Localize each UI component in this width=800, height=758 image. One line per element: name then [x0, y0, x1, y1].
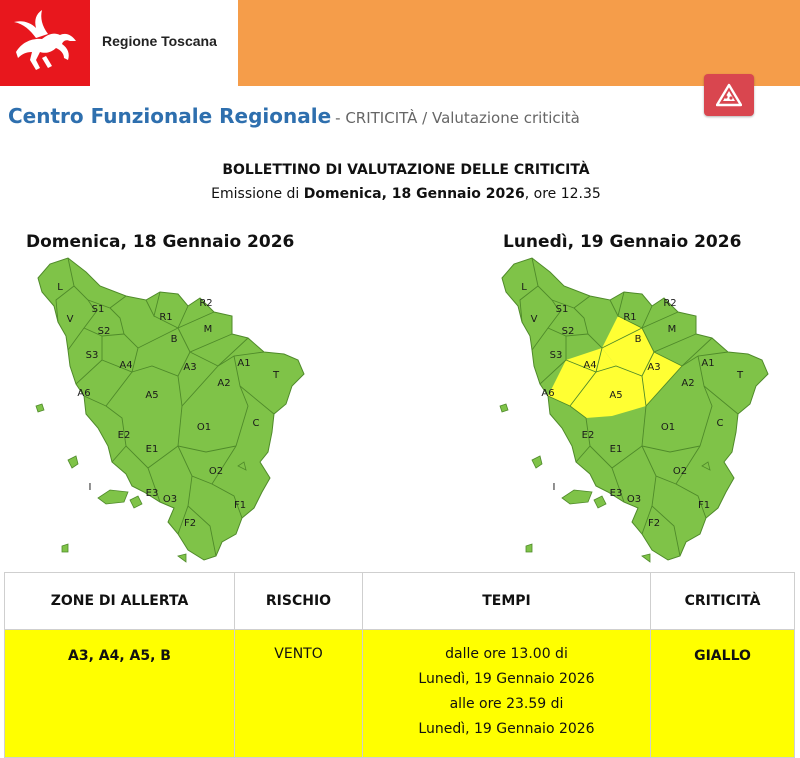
zone-label: S3 [549, 350, 563, 361]
zone-label: A2 [217, 378, 231, 389]
zone-label: F2 [183, 518, 197, 529]
zone-label: C [716, 418, 724, 429]
zone-label: A2 [681, 378, 695, 389]
zone-label: F2 [647, 518, 661, 529]
header-zone: ZONE DI ALLERTA [5, 573, 235, 630]
island-shape [98, 490, 128, 504]
island-shape [130, 496, 142, 508]
tuscany-map-svg [28, 256, 318, 568]
island-shape [68, 456, 78, 468]
zone-label: A1 [237, 358, 251, 369]
time-line: alle ore 23.59 di [449, 696, 564, 712]
island-shape [62, 544, 68, 552]
island-shape [500, 404, 508, 412]
zone-label: L [521, 282, 527, 293]
emission-date: Domenica, 18 Gennaio 2026 [303, 186, 525, 202]
cell-level: GIALLO [651, 630, 795, 758]
cell-zones: A3, A4, A5, B [5, 630, 235, 758]
zone-label: T [736, 370, 744, 381]
zone-label: O2 [208, 466, 224, 477]
zone-label: O2 [672, 466, 688, 477]
cell-times [363, 630, 651, 758]
zone-label: R1 [159, 312, 173, 323]
island-shape [532, 456, 542, 468]
zone-label: R2 [663, 298, 677, 309]
zone-label: L [57, 282, 63, 293]
map-title-day2: Lunedì, 19 Gennaio 2026 [503, 232, 742, 252]
zone-label: S1 [91, 304, 105, 315]
island-shape [594, 496, 606, 508]
header-risk: RISCHIO [235, 573, 363, 630]
header-times: TEMPI [363, 573, 651, 630]
zone-label: V [66, 314, 74, 325]
breadcrumb [8, 104, 580, 128]
zone-label: F1 [233, 500, 247, 511]
zone-label: A6 [77, 388, 91, 399]
zone-label: R1 [623, 312, 637, 323]
zone-label: C [252, 418, 260, 429]
zone-label: E2 [117, 430, 131, 441]
alert-map-day1 [28, 256, 318, 572]
brand-logo[interactable] [0, 0, 238, 86]
zone-label: A3 [647, 362, 661, 373]
breadcrumb-path: - CRITICITÀ / Valutazione criticità [335, 109, 580, 127]
island-shape [178, 554, 186, 562]
alert-map-day2 [492, 256, 782, 572]
header-level: CRITICITÀ [651, 573, 795, 630]
island-shape [562, 490, 592, 504]
zone-label: I [552, 482, 556, 493]
island-shape [526, 544, 532, 552]
zone-label: A4 [583, 360, 597, 371]
zone-label: A5 [609, 390, 623, 401]
zone-label: E1 [145, 444, 159, 455]
zone-label: A1 [701, 358, 715, 369]
zone-label: E3 [145, 488, 159, 499]
zone-label: E1 [609, 444, 623, 455]
table-row [5, 630, 795, 758]
zone-label: R2 [199, 298, 213, 309]
zone-label: S2 [561, 326, 575, 337]
alert-table [4, 572, 795, 758]
tuscany-map-svg [492, 256, 782, 568]
zone-label: M [667, 324, 677, 335]
zone-label: A4 [119, 360, 133, 371]
emission-prefix: Emissione di [211, 186, 304, 202]
zone-label: E3 [609, 488, 623, 499]
breadcrumb-section[interactable]: Centro Funzionale Regionale [8, 104, 332, 128]
bulletin-emission [0, 186, 800, 202]
bulletin-title: BOLLETTINO DI VALUTAZIONE DELLE CRITICITÀ [222, 162, 590, 178]
zone-label: S2 [97, 326, 111, 337]
zone-label: O3 [162, 494, 178, 505]
warning-triangle-icon [716, 83, 742, 107]
pegasus-logo-icon [0, 0, 90, 86]
zone-label: S3 [85, 350, 99, 361]
island-shape [642, 554, 650, 562]
zone-label: A5 [145, 390, 159, 401]
island-shape [36, 404, 44, 412]
emission-time: , ore 12.35 [524, 186, 601, 202]
zone-label: B [170, 334, 178, 345]
time-line: Lunedì, 19 Gennaio 2026 [418, 721, 595, 737]
map-title-day1: Domenica, 18 Gennaio 2026 [26, 232, 295, 252]
zone-label: E2 [581, 430, 595, 441]
zone-label: F1 [697, 500, 711, 511]
zone-label: O1 [660, 422, 676, 433]
table-header-row [5, 573, 795, 630]
zone-label: S1 [555, 304, 569, 315]
zone-label: V [530, 314, 538, 325]
zone-label: A6 [541, 388, 555, 399]
region-outline [38, 258, 304, 560]
zone-label: A3 [183, 362, 197, 373]
time-line: dalle ore 13.00 di [445, 646, 568, 662]
brand-name: Regione Toscana [102, 33, 217, 49]
zone-label: T [272, 370, 280, 381]
zone-label: O3 [626, 494, 642, 505]
time-line: Lunedì, 19 Gennaio 2026 [418, 671, 595, 687]
zone-label: I [88, 482, 92, 493]
zone-label: O1 [196, 422, 212, 433]
zone-label: M [203, 324, 213, 335]
zone-label: B [634, 334, 642, 345]
cell-risk: VENTO [235, 630, 363, 758]
alert-button[interactable] [704, 74, 754, 116]
